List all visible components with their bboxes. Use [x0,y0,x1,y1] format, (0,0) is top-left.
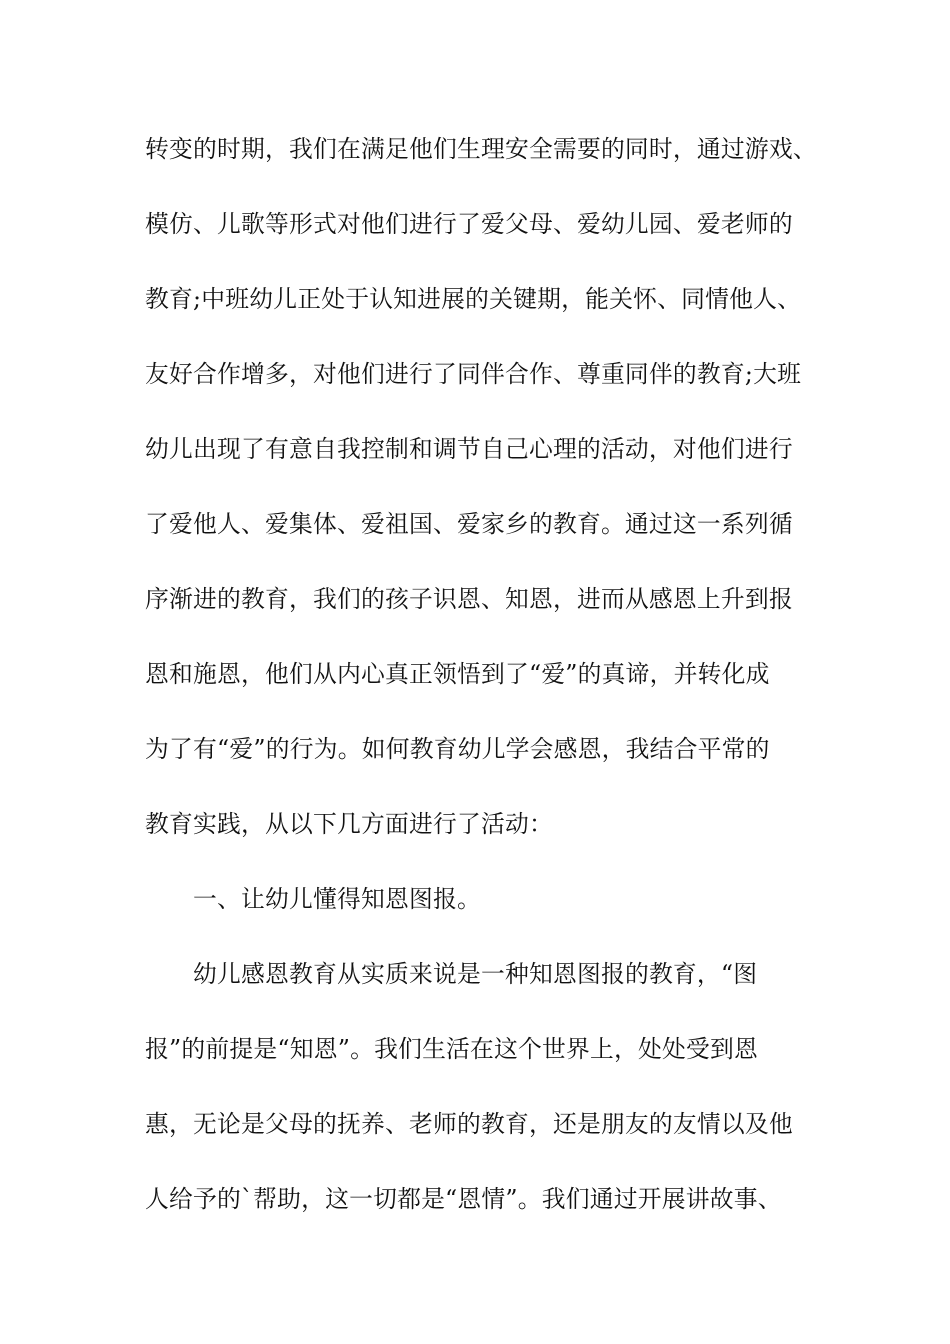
text-line: 人给予的`帮助，这一切都是“恩情”。我们通过开展讲故事、 [145,1185,782,1213]
text-line: 报”的前提是“知恩”。我们生活在这个世界上，处处受到恩 [145,1035,759,1063]
text-line: 恩和施恩，他们从内心真正领悟到了“爱”的真谛，并转化成 [145,660,770,688]
text-line: 为了有“爱”的行为。如何教育幼儿学会感恩，我结合平常的 [145,735,770,763]
text-line: 教育实践，从以下几方面进行了活动： [145,810,553,838]
section-heading: 一、让幼儿懂得知恩图报。 [193,885,481,913]
text-line: 序渐进的教育，我们的孩子识恩、知恩，进而从感恩上升到报 [145,585,793,613]
text-line: 转变的时期，我们在满足他们生理安全需要的同时，通过游戏、 [145,135,817,163]
text-line: 惠，无论是父母的抚养、老师的教育，还是朋友的友情以及他 [145,1110,793,1138]
body-text [145,127,835,1252]
text-line: 幼儿出现了有意自我控制和调节自己心理的活动，对他们进行 [145,435,793,463]
paragraph-first-line: 幼儿感恩教育从实质来说是一种知恩图报的教育，“图 [193,960,758,988]
text-line: 了爱他人、爱集体、爱祖国、爱家乡的教育。通过这一系列循 [145,510,793,538]
text-line: 友好合作增多，对他们进行了同伴合作、尊重同伴的教育;大班 [145,360,802,388]
text-line: 模仿、儿歌等形式对他们进行了爱父母、爱幼儿园、爱老师的 [145,210,793,238]
text-line: 教育;中班幼儿正处于认知进展的关键期，能关怀、同情他人、 [145,285,802,313]
